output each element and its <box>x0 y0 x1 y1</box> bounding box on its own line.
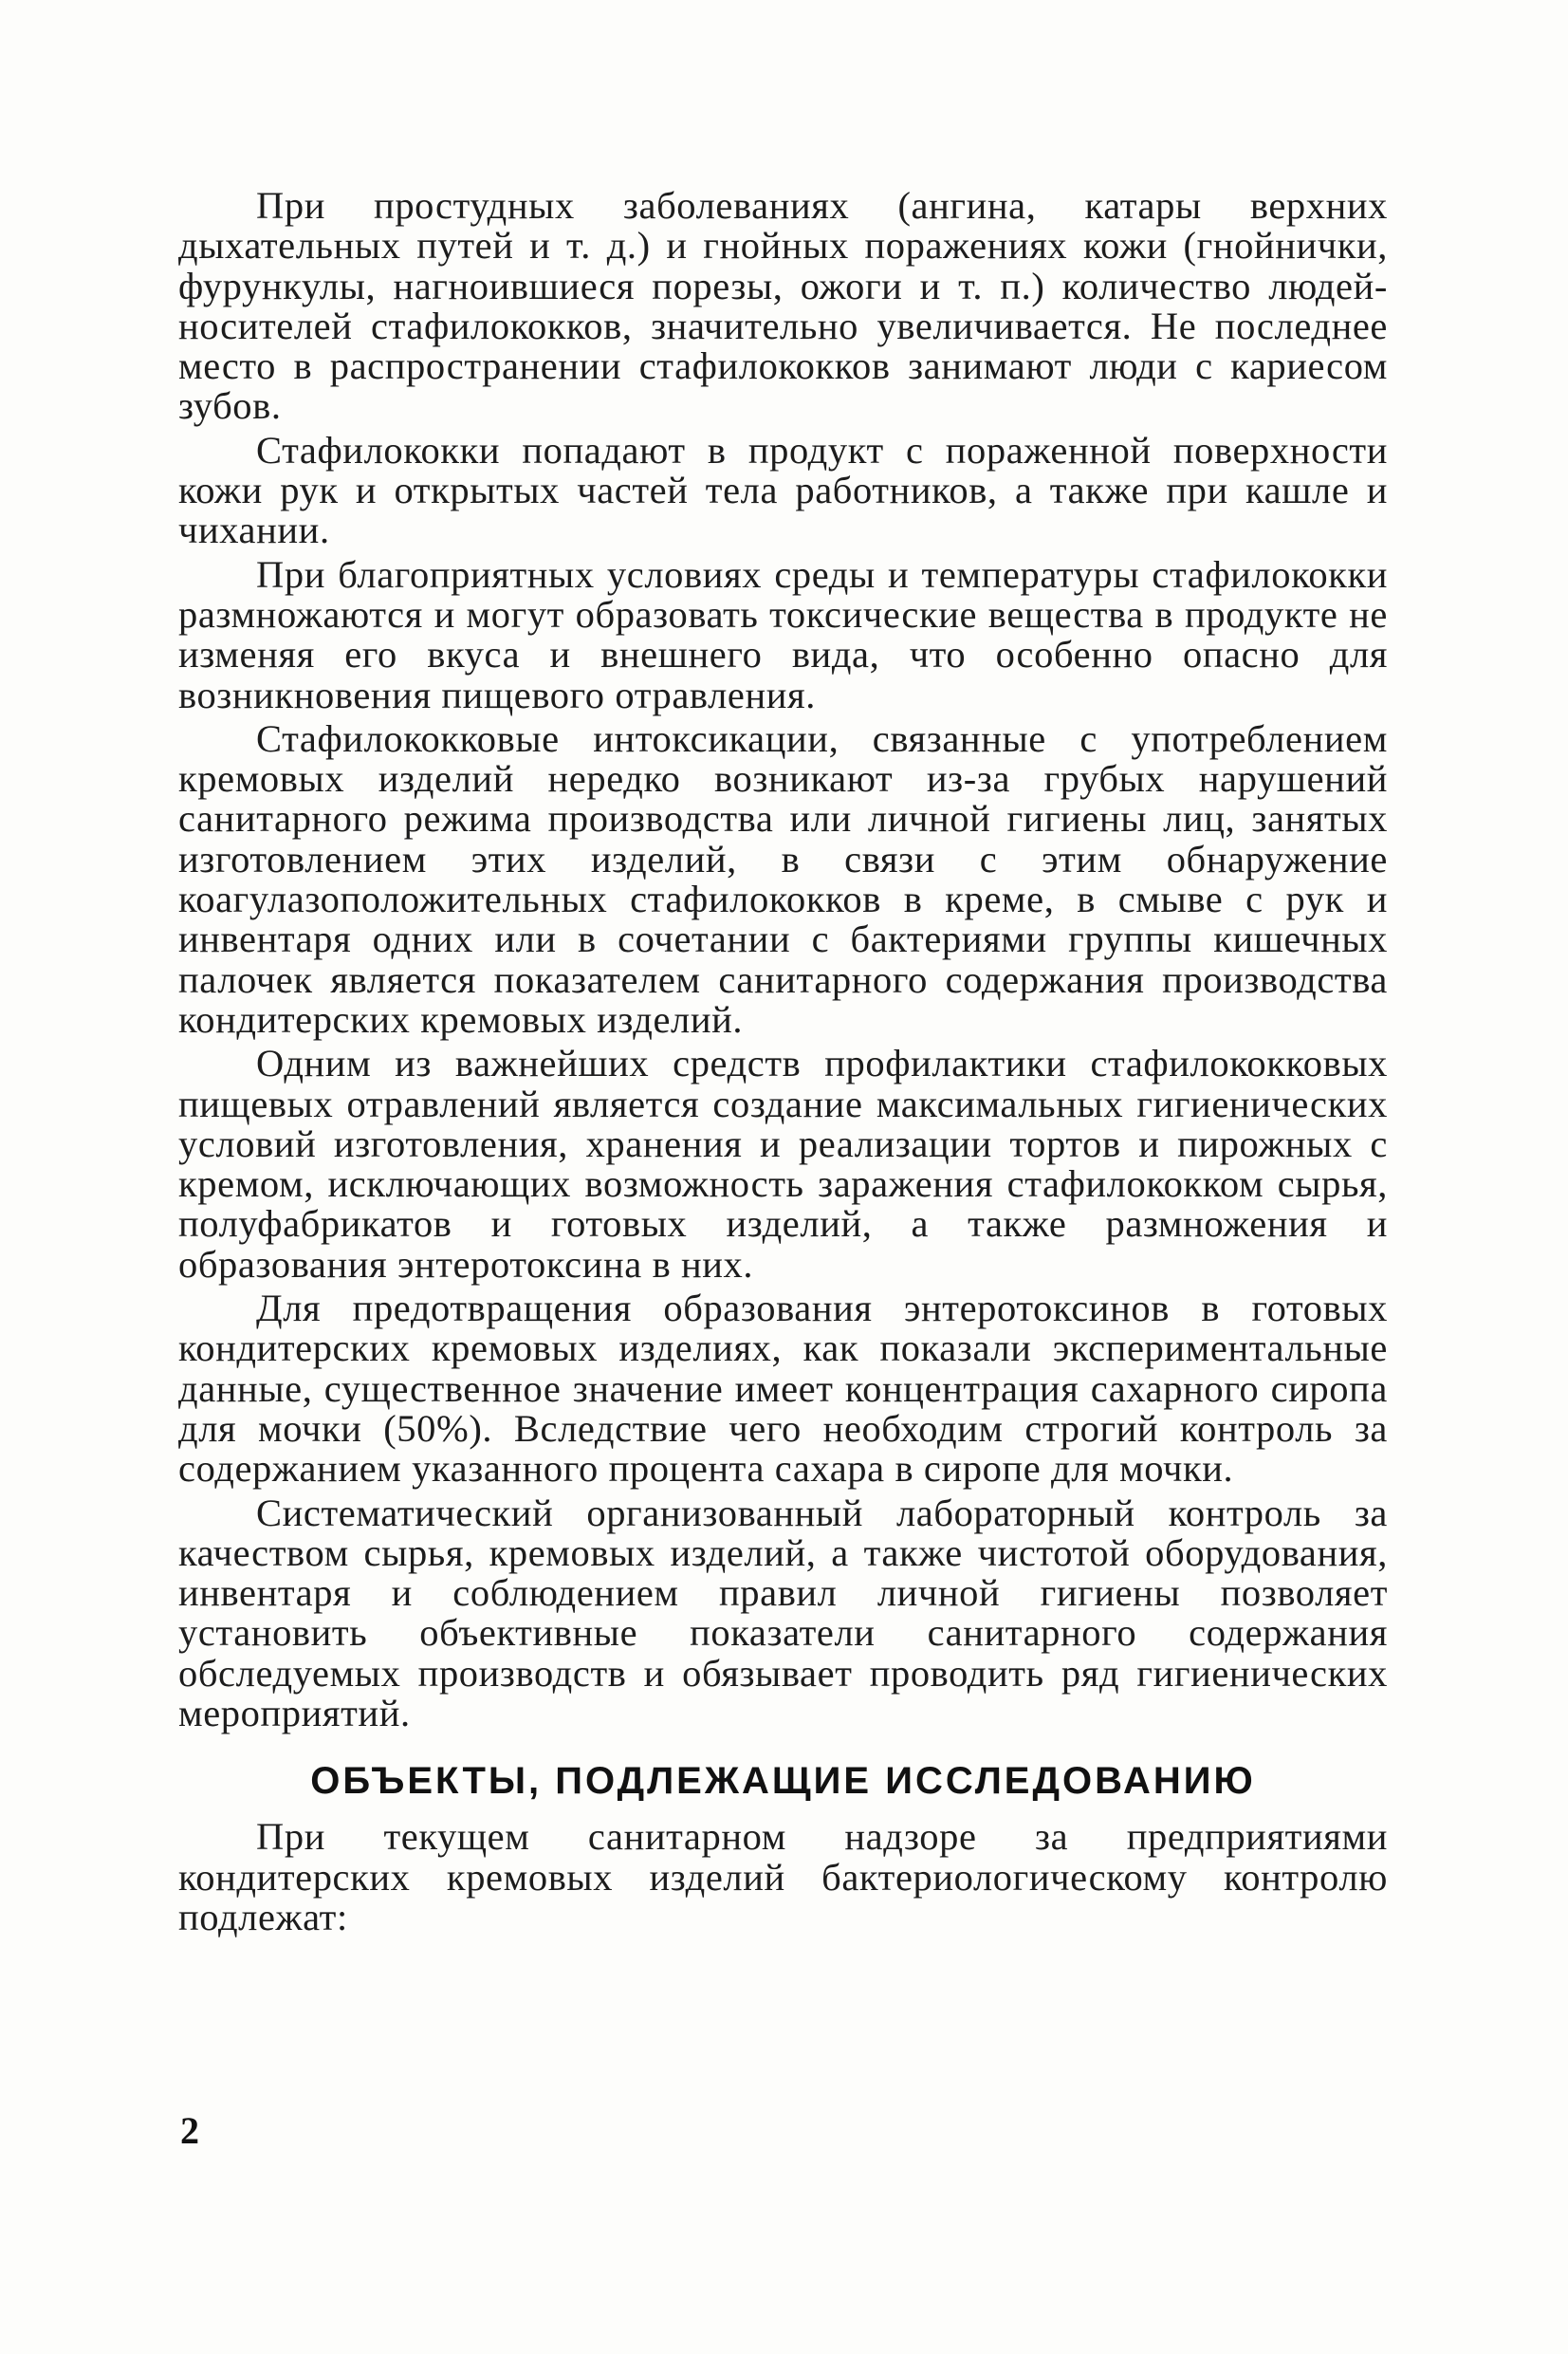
paragraph-contamination-source: Стафилококки попадают в продукт с пораженной поверхности кожи рук и открытых частей тела работников, а также при кашле и чихании. <box>178 428 1388 552</box>
paragraph-colds: При простудных заболеваниях (ангина, катары верхних дыхательных путей и т. д.) и гнойных поражениях кожи (гнойнички, фурункулы, нагноившиеся порезы, ожоги и т. п.) количество людей-носителей стафилококков, значительно увеличивается. Не последнее место в распространении стафилококков занимают люди с кариесом зубов. <box>178 184 1388 428</box>
body-text <box>178 186 1388 1941</box>
paragraph-intoxications: Стафилококковые интоксикации, связанные с употреблением кремовых изделий нередко возникают из-за грубых нарушений санитарного режима производства или личной гигиены лиц, занятых изготовлением этих изделий, в связи с этим обнаружение коагулазоположительных стафилококков в креме, в смыве с рук и инвентаря одних или в сочетании с бактериями группы кишечных палочек является показателем санитарного содержания производства кондитерских кремовых изделий. <box>178 716 1388 1041</box>
paragraph-supervision: При текущем санитарном надзоре за предприятиями кондитерских кремовых изделий бактериологическому контролю подлежат: <box>178 1815 1388 1938</box>
paragraph-lab-control: Систематический организованный лабораторный контроль за качеством сырья, кремовых изделий, а также чистотой оборудования, инвентаря и соблюдением правил личной гигиены позволяет установить объективные показатели санитарного содержания обследуемых производств и обязывает проводить ряд гигиенических мероприятий. <box>178 1491 1388 1734</box>
paragraph-toxin-formation: При благоприятных условиях среды и температуры стафилококки размножаются и могут образовать токсические вещества в продукте не изменяя его вкуса и внешнего вида, что особенно опасно для возникновения пищевого отравления. <box>178 552 1388 716</box>
page-number: 2 <box>180 2109 199 2152</box>
paragraph-sugar-syrup: Для предотвращения образования энтеротоксинов в готовых кондитерских кремовых изделиях, как показали экспериментальные данные, существенное значение имеет концентрация сахарного сиропа для мочки (50%). Вследствие чего необходим строгий контроль за содержанием указанного процента сахара в сиропе для мочки. <box>178 1287 1388 1491</box>
paragraph-prevention: Одним из важнейших средств профилактики стафилококковых пищевых отравлений является создание максимальных гигиенических условий изготовления, хранения и реализации тортов и пирожных с кремом, исключающих возможность заражения стафилококком сырья, полуфабрикатов и готовых изделий, а также размножения и образования энтеротоксина в них. <box>178 1042 1388 1286</box>
section-heading: ОБЪЕКТЫ, ПОДЛЕЖАЩИЕ ИССЛЕДОВАНИЮ <box>310 1760 1256 1803</box>
